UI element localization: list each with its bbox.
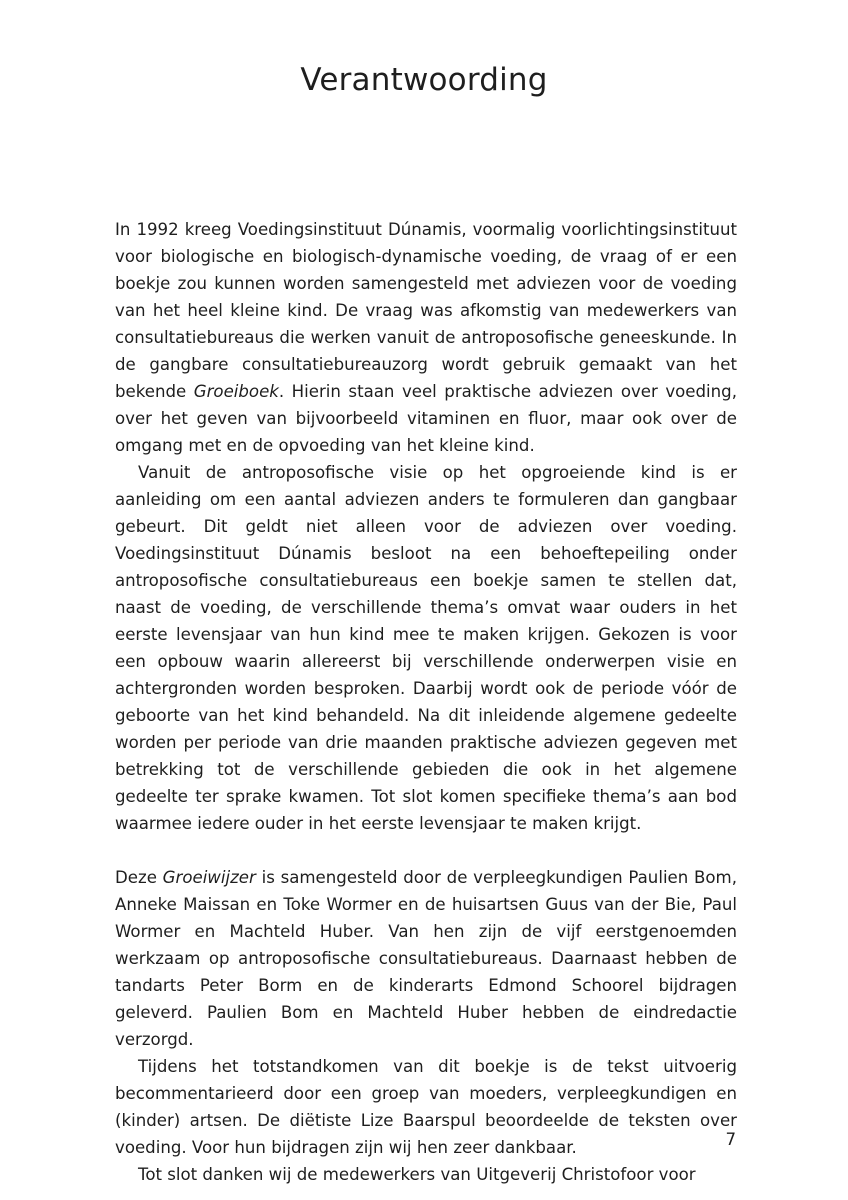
paragraph-5: Tot slot danken wij de medewerkers van Uitgeverij Christofoor voor [138,1165,696,1184]
paragraph-3-italic-groeiwijzer: Groeiwijzer [162,868,256,887]
page-title: Verantwoording [300,62,548,98]
paragraph-2: Vanuit de antroposofische visie op het opgroeiende kind is er aanleiding om een aantal adviezen anders te formuleren dan gangbaar gebeurt. Dit geldt niet alleen voor de adviezen over voeding. Voedingsinstituut Dúnamis besloot na een behoeftepeiling onder antroposofische consultatiebureaus een boekje samen te stellen dat, naast de voeding, de verschillende thema’s omvat waar ouders in het eerste levensjaar van hun kind mee te maken krijgen. Gekozen is voor een opbouw waarin allereerst bij verschillende onderwerpen visie en achtergronden worden besproken. Daarbij wordt ook de periode vóór de geboorte van het kind behandeld. Na dit inleidende algemene gedeelte worden per periode van drie maanden praktische adviezen gegeven met betrekking tot de verschillende gebieden die ook in het algemene gedeelte ter sprake kwamen. Tot slot komen specifieke thema’s aan bod waarmee iedere ouder in het eerste levensjaar te maken krijgt. [115,463,737,833]
paragraph-1 [115,216,737,459]
paragraph-3-text-b: is samengesteld door de verpleegkundigen Paulien Bom, Anneke Maissan en Toke Wormer en de huisartsen Guus van der Bie, Paul Wormer en Machteld Huber. Van hen zijn de vijf eerstgenoemden werkzaam op antroposofische consultatiebureaus. Daarnaast hebben de tandarts Peter Borm en de kinderarts Edmond Schoorel bijdragen geleverd. Paulien Bom en Machteld Huber hebben de eindredactie verzorgd. [115,868,737,1049]
paragraph-1-italic-groeiboek: Groeiboek [193,382,279,401]
paragraph-4: Tijdens het totstandkomen van dit boekje is de tekst uitvoerig becommentarieerd door een groep van moeders, verpleegkundigen en (kinder) artsen. De diëtiste Lize Baarspul beoordeelde de teksten over voeding. Voor hun bijdragen zijn wij hen zeer dankbaar. [115,1057,737,1157]
page-number: 7 [725,1130,736,1149]
paragraph-1-text-a: In 1992 kreeg Voedingsinstituut Dúnamis, voormalig voorlichtingsinstituut voor biologische en biologisch-dynamische voeding, de vraag of er een boekje zou kunnen worden samengesteld met adviezen voor de voeding van het heel kleine kind. De vraag was afkomstig van medewerkers van consultatiebureaus die werken vanuit de antroposofische geneeskunde. In de gangbare consultatiebureauzorg wordt gebruik gemaakt van het bekende [115,220,737,401]
paragraph-1-text-b: . Hierin staan veel praktische adviezen over voeding, over het geven van bijvoorbeeld vitaminen en fluor, maar ook over de omgang met en de opvoeding van het kleine kind. [115,382,737,455]
paragraph-3-text-a: Deze [115,868,163,887]
body-text [115,216,737,1188]
paragraph-3 [115,864,737,1053]
